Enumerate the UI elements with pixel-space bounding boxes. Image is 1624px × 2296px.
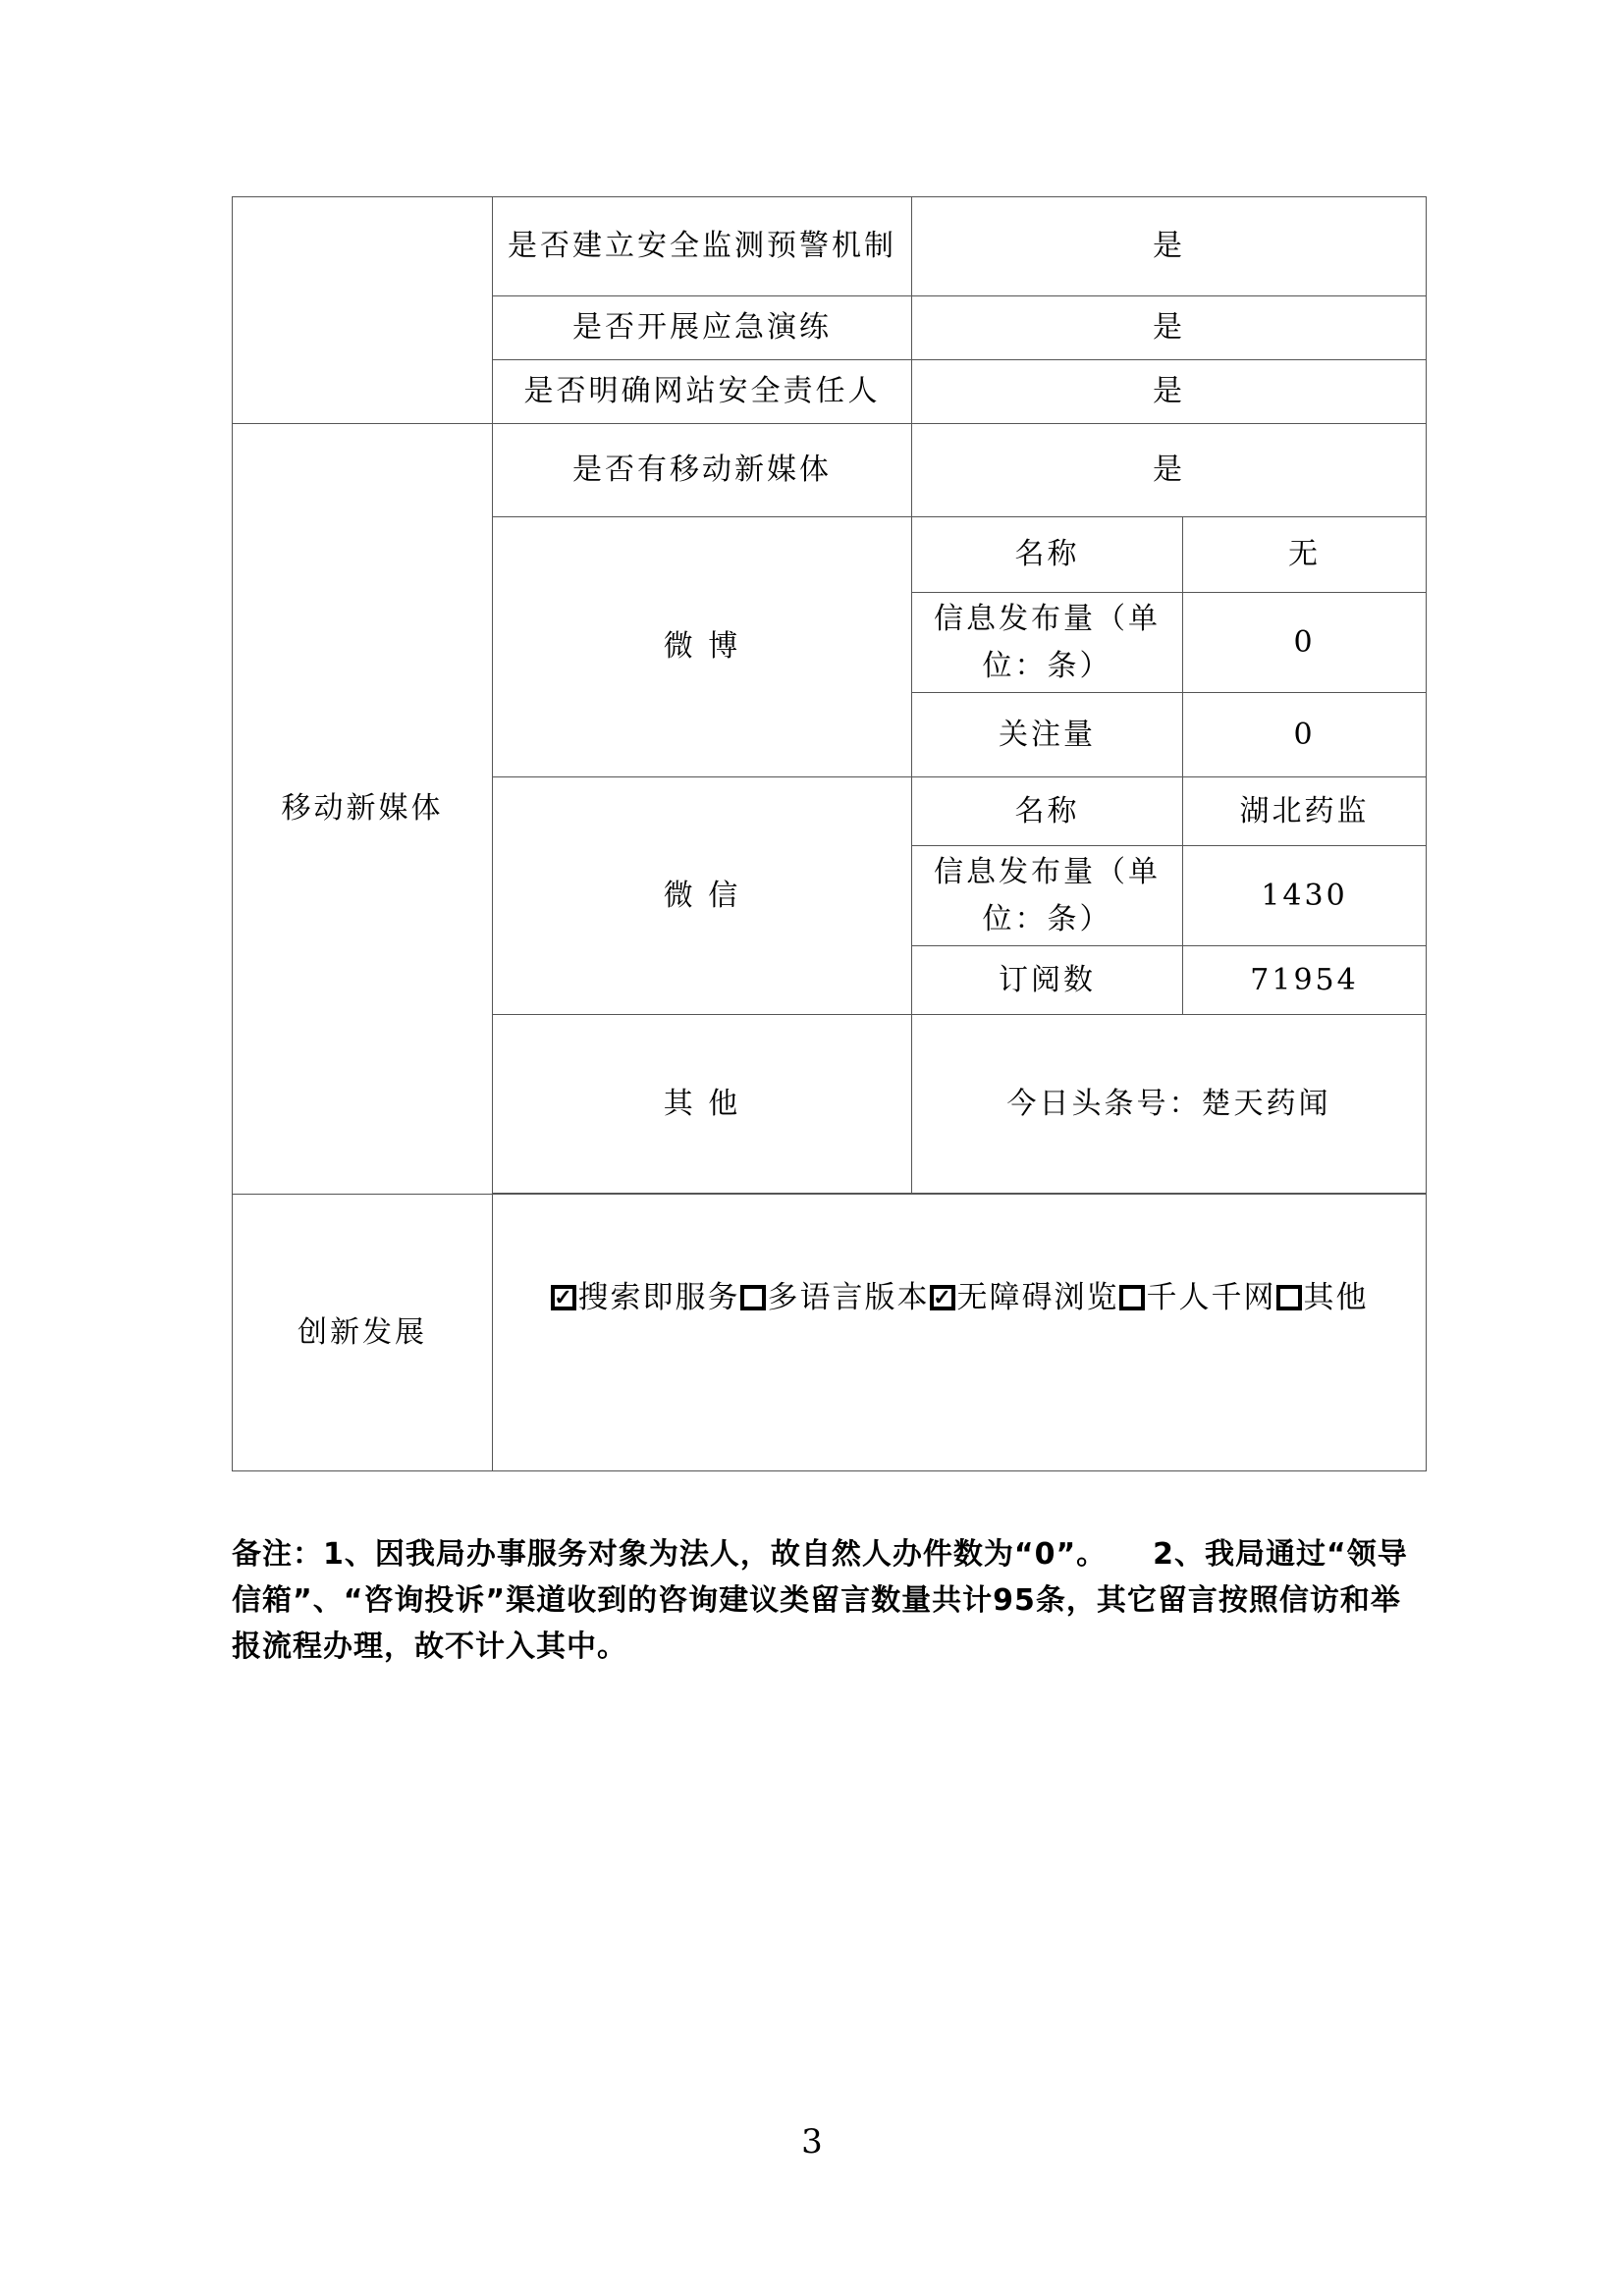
page-number: 3 [801,2122,823,2162]
report-table [232,196,1427,1471]
other-value: 今日头条号：楚天药闻 [912,1015,1427,1194]
innovation-option-label: 其他 [1303,1279,1369,1315]
wechat-name-value: 湖北药监 [1183,777,1427,846]
empty-checkbox-icon[interactable] [1276,1285,1302,1310]
mobile-has-label: 是否有移动新媒体 [493,424,912,517]
wechat-label: 微 信 [493,777,912,1015]
weibo-follow-label: 关注量 [912,693,1183,777]
checked-checkbox-icon[interactable]: ✓ [930,1285,955,1310]
innovation-option-label: 多语言版本 [767,1279,930,1315]
mobile-section-label: 移动新媒体 [233,424,493,1195]
checked-checkbox-icon[interactable]: ✓ [551,1285,576,1310]
innovation-options [503,1274,1416,1321]
innovation-options-cell [493,1195,1427,1471]
weibo-name-value: 无 [1183,517,1427,593]
wechat-subs-label: 订阅数 [912,946,1183,1015]
empty-checkbox-icon[interactable] [1119,1285,1145,1310]
security-drill-value: 是 [912,296,1427,360]
security-monitoring-value: 是 [912,197,1427,296]
weibo-name-label: 名称 [912,517,1183,593]
innovation-option[interactable] [551,1274,740,1321]
weibo-follow-value: 0 [1183,693,1427,777]
innovation-option-label: 搜索即服务 [577,1279,740,1315]
footnote: 备注：1、因我局办事服务对象为法人，故自然人办件数为“0”。 2、我局通过“领导信箱”、“咨询投诉”渠道收到的咨询建议类留言数量共计95条，其它留言按照信访和举报流程办理，故不计入其中。 [232,1537,1408,1664]
innovation-option[interactable] [930,1274,1119,1321]
wechat-posts-value: 1430 [1183,846,1427,946]
security-drill-label: 是否开展应急演练 [493,296,912,360]
wechat-name-label: 名称 [912,777,1183,846]
empty-checkbox-icon[interactable] [740,1285,766,1310]
innovation-option[interactable] [1276,1274,1369,1321]
innovation-option[interactable] [740,1274,930,1321]
other-label: 其 他 [493,1015,912,1194]
innovation-option-label: 无障碍浏览 [956,1279,1119,1315]
weibo-posts-value: 0 [1183,593,1427,693]
innovation-option[interactable] [1119,1274,1276,1321]
security-responsible-value: 是 [912,360,1427,424]
weibo-posts-label: 信息发布量（单位：条） [912,593,1183,693]
wechat-posts-label: 信息发布量（单位：条） [912,846,1183,946]
innovation-label: 创新发展 [233,1195,493,1471]
mobile-has-value: 是 [912,424,1427,517]
security-section-cell [233,197,493,424]
security-responsible-label: 是否明确网站安全责任人 [493,360,912,424]
weibo-label: 微 博 [493,517,912,777]
wechat-subs-value: 71954 [1183,946,1427,1015]
innovation-option-label: 千人千网 [1146,1279,1276,1315]
security-monitoring-label: 是否建立安全监测预警机制 [493,197,912,296]
